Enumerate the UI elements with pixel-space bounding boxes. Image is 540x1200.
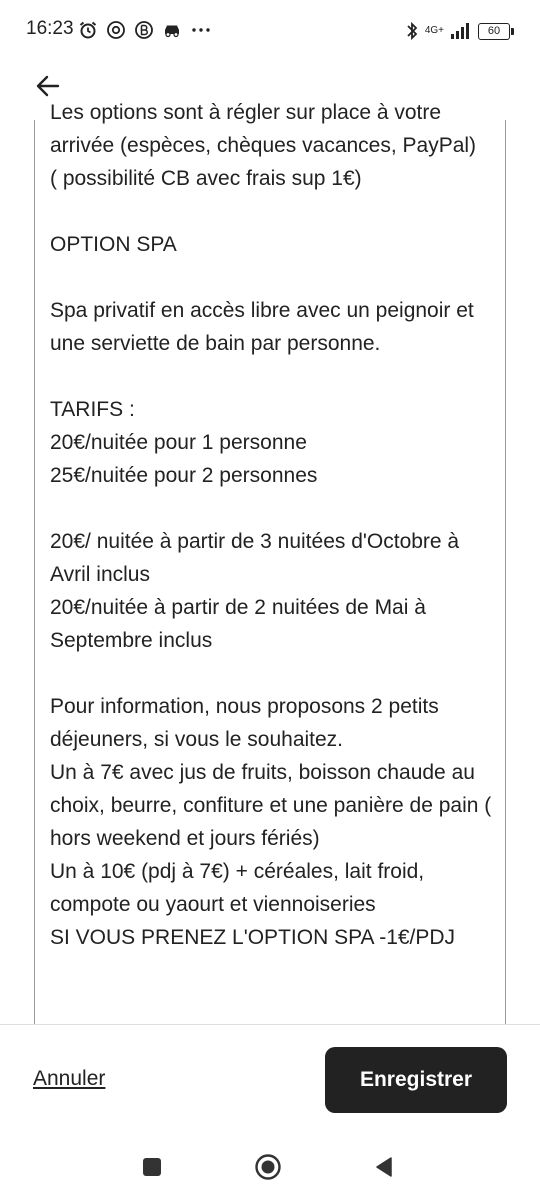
b-badge-icon (134, 20, 154, 40)
action-bar (0, 1024, 540, 1135)
cancel-button[interactable]: Annuler (33, 1067, 106, 1090)
more-dots-icon (190, 20, 212, 40)
square-icon (141, 1156, 163, 1178)
nav-back-button[interactable] (369, 1152, 399, 1182)
battery-icon: 60 (478, 23, 510, 40)
circle-icon (254, 1153, 282, 1181)
system-nav-bar (0, 1134, 540, 1200)
description-textarea[interactable] (34, 101, 506, 1024)
bluetooth-icon (405, 21, 419, 41)
alarm-icon (78, 20, 98, 40)
home-button[interactable] (253, 1152, 283, 1182)
recents-button[interactable] (137, 1152, 167, 1182)
at-sign-icon (106, 20, 126, 40)
description-text[interactable]: Les options sont à régler sur place à votre arrivée (espèces, chèques vacances, PayPal) ( possibilité CB avec frais sup 1€) OPTION SPA Spa privatif en accès libre avec un peignoir et une serviette de bain par personne. TARIFS : 20€/nuitée pour 1 personne 25€/nuitée pour 2 personnes 20€/ nuitée à partir de 3 nuitées d'Octobre à Avril inclus 20€/nuitée à partir de 2 nuitées de Mai à Septembre inclus Pour information, nous proposons 2 petits déjeuners, si vous le souhaitez. Un à 7€ avec jus de fruits, boisson chaude au choix, beurre, confiture et une panière de pain ( hors weekend et jours fériés) Un à 10€ (pdj à 7€) + céréales, lait froid, compote ou yaourt et viennoiseries SI VOUS PRENEZ L'OPTION SPA -1€/PDJ (50, 101, 492, 949)
notification-icons (78, 18, 212, 42)
network-type: 4G+ (424, 25, 444, 36)
signal-icon (450, 22, 472, 40)
system-icons (405, 18, 510, 44)
save-button[interactable]: Enregistrer (325, 1047, 507, 1113)
car-icon (162, 20, 182, 40)
triangle-back-icon (373, 1156, 395, 1178)
status-time: 16:23 (26, 18, 74, 39)
status-bar (0, 0, 540, 62)
